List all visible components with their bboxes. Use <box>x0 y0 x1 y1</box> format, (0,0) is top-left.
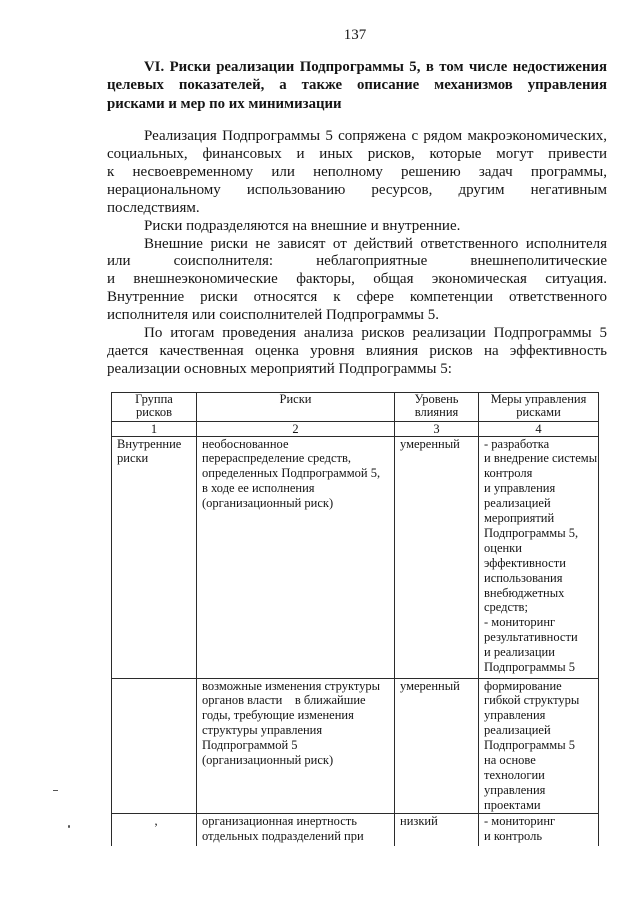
scan-speck <box>68 825 70 828</box>
heading-line: целевых показателей, а также описание механизмов управления <box>107 77 607 94</box>
paragraph <box>107 218 607 236</box>
paragraph-line: последствиям. <box>107 199 200 216</box>
impact-level-cell: умеренный <box>395 436 479 678</box>
risk-group-cell <box>112 678 197 813</box>
paragraph <box>107 325 607 379</box>
scan-speck <box>53 790 58 791</box>
paragraph-line: социальных, финансовых и иных рисков, которые могут привести <box>107 145 607 162</box>
management-measures-cell: - разработка и внедрение системы контроля и управления реализацией мероприятий Подпрограммы 5, оценки эффективности использования внебюджетных средств; - мониторинг результативности и реализации Подпрограммы 5 <box>479 436 599 678</box>
risk-group-cell: , <box>112 813 197 846</box>
paragraph-line: По итогам проведения анализа рисков реализации Подпрограммы 5 <box>144 325 607 342</box>
column-number-row <box>112 421 599 436</box>
page-number: 137 <box>343 27 367 43</box>
paragraph-line: Риски подразделяются на внешние и внутренние. <box>144 217 461 234</box>
paragraph-line: исполнителя или соисполнителей Подпрограммы 5. <box>107 307 439 324</box>
management-measures-cell: формирование гибкой структуры управления реализацией Подпрограммы 5 на основе технологии управления проектами <box>479 678 599 813</box>
table-row <box>112 678 599 813</box>
paragraph <box>107 236 607 326</box>
table-header-cell: Риски <box>197 392 395 421</box>
risk-description-cell: необоснованное перераспределение средств, определенных Подпрограммой 5, в ходе ее исполнения (организационный риск) <box>197 436 395 678</box>
column-number-cell: 2 <box>197 421 395 436</box>
heading-line: VI. Риски реализации Подпрограммы 5, в том числе недостижения <box>144 59 607 75</box>
paragraph-line: Внутренние риски относятся к сфере компетенции ответственного <box>107 289 607 306</box>
paragraph-line: Внешние риски не зависят от действий ответственного исполнителя <box>144 235 607 252</box>
body-text <box>107 128 607 379</box>
risk-description-cell: возможные изменения структуры органов власти в ближайшие годы, требующие изменения структуры управления Подпрограммой 5 (организационный риск) <box>197 678 395 813</box>
risk-table <box>111 392 599 847</box>
impact-level-cell: низкий <box>395 813 479 846</box>
paragraph-line: нерациональному использованию ресурсов, другим негативным <box>107 181 607 198</box>
paragraph-line: дается качественная оценка уровня влияния рисков на эффективность <box>107 343 607 360</box>
paragraph-line: Реализация Подпрограммы 5 сопряжена с рядом макроэкономических, <box>144 128 607 144</box>
heading-line: рисками и мер по их минимизации <box>107 95 342 112</box>
column-number-cell: 1 <box>112 421 197 436</box>
paragraph-line: и внешнеэкономические факторы, общая экономическая ситуация. <box>107 271 607 288</box>
table-header-cell: Уровень влияния <box>395 392 479 421</box>
paragraph-line: к несвоевременному или неполному решению задач программы, <box>107 163 607 180</box>
paragraph-line: реализации основных мероприятий Подпрограммы 5: <box>107 360 452 377</box>
impact-level-cell: умеренный <box>395 678 479 813</box>
table-header-cell: Меры управления рисками <box>479 392 599 421</box>
section-heading <box>107 58 607 113</box>
management-measures-cell: - мониторинг и контроль <box>479 813 599 846</box>
table-header-cell: Группа рисков <box>112 392 197 421</box>
table-header-row <box>112 392 599 421</box>
column-number-cell: 3 <box>395 421 479 436</box>
paragraph <box>107 128 607 218</box>
risk-group-cell: Внутренние риски <box>112 436 197 678</box>
column-number-cell: 4 <box>479 421 599 436</box>
table-row <box>112 813 599 846</box>
paragraph-line: или соисполнителя: неблагоприятные внешнеполитические <box>107 253 607 270</box>
table-row <box>112 436 599 678</box>
risk-description-cell: организационная инертность отдельных подразделений при <box>197 813 395 846</box>
